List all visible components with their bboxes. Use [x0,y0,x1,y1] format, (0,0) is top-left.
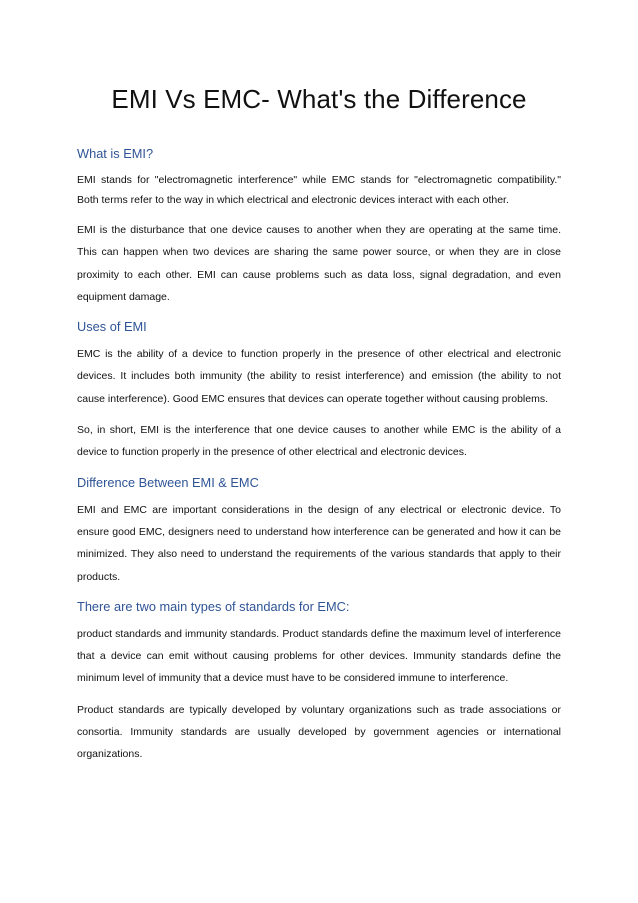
section-what-is-emi [77,144,561,308]
paragraph: EMI stands for "electromagnetic interference" while EMC stands for "electromagnetic compatibility." Both terms refer to the way in which electrical and electronic devices interact with each other. [77,174,561,206]
section-difference [77,473,561,588]
paragraph: EMI and EMC are important considerations in the design of any electrical or electronic device. To ensure good EMC, designers need to understand how interference can be generated and how it can be minimized. They also need to understand the requirements of the various standards that apply to their products. [77,503,561,583]
section-standards [77,597,561,766]
paragraph: product standards and immunity standards. Product standards define the maximum level of interference that a device can emit without causing problems for other devices. Immunity standards define the minimum level of immunity that a device must have to be considered immune to interference. [77,627,561,685]
section-heading: Uses of EMI [77,319,147,335]
section-uses-of-emi [77,317,561,463]
section-heading: There are two main types of standards for EMC: [77,598,350,614]
section-heading: Difference Between EMI & EMC [77,474,259,490]
paragraph: So, in short, EMI is the interference that one device causes to another while EMC is the ability of a device to function properly in the presence of other electrical and electronic devices. [77,424,561,459]
paragraph: EMI is the disturbance that one device causes to another when they are operating at the same time. This can happen when two devices are sharing the same power source, or when they are in close proximity to each other. EMI can cause problems such as data loss, signal degradation, and even equipment damage. [77,224,561,303]
document-body [77,144,561,775]
paragraph: EMC is the ability of a device to function properly in the presence of other electrical and electronic devices. It includes both immunity (the ability to resist interference) and emission (the ability to not cause interference). Good EMC ensures that devices can operate together without causing problems. [77,348,561,405]
paragraph: Product standards are typically developed by voluntary organizations such as trade associations or consortia. Immunity standards are usually developed by government agencies or international organizations. [77,703,561,761]
page-title: EMI Vs EMC- What's the Difference [111,84,527,114]
section-heading: What is EMI? [77,146,154,161]
